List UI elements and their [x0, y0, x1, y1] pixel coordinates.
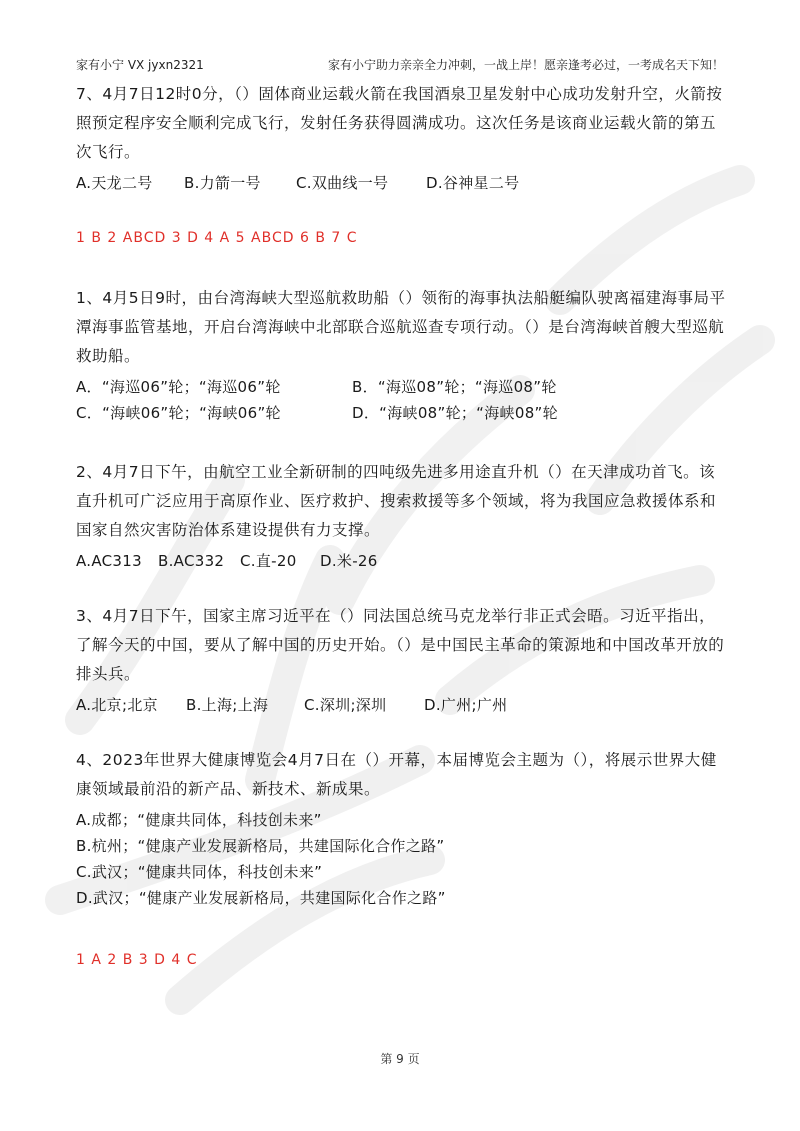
option: A．“海巡06”轮；“海巡06”轮: [76, 378, 281, 396]
question-block: [76, 602, 728, 718]
option: D．“海峡08”轮；“海峡08”轮: [352, 404, 558, 422]
option: A.北京;北京: [76, 696, 158, 714]
options-row: [76, 548, 728, 574]
option: C.深圳;深圳: [304, 696, 387, 714]
option: A.AC313: [76, 552, 142, 570]
answer-key: 1 A 2 B 3 D 4 C: [76, 952, 198, 968]
answer-key: 1 B 2 ABCD 3 D 4 A 5 ABCD 6 B 7 C: [76, 230, 358, 246]
options-row: [76, 692, 728, 718]
question-text: 3、4月7日下午，国家主席习近平在（）同法国总统马克龙举行非正式会晤。习近平指出，了解今天的中国，要从了解中国的历史开始。（）是中国民主革命的策源地和中国改革开放的排头兵。: [76, 607, 725, 683]
header-right: 家有小宁助力亲亲全力冲刺，一战上岸！愿亲逢考必过，一考成名天下知！: [327, 58, 724, 72]
question-block: [76, 284, 728, 426]
options-row: [76, 170, 728, 196]
option: D.米-26: [320, 552, 378, 570]
option: C．“海峡06”轮；“海峡06”轮: [76, 404, 281, 422]
option: B．“海巡08”轮；“海巡08”轮: [352, 378, 557, 396]
option: B.上海;上海: [186, 696, 269, 714]
option: B.AC332: [158, 552, 225, 570]
header-left: 家有小宁 VX jyxn2321: [76, 58, 204, 72]
option: D.谷神星二号: [426, 174, 520, 192]
question-block: [76, 80, 728, 196]
option-line: C.武汉；“健康共同体，科技创未来”: [76, 863, 323, 881]
page-number: 第 9 页: [380, 1052, 420, 1066]
question-block: [76, 746, 728, 911]
question-text: 7、4月7日12时0分，（）固体商业运载火箭在我国酒泉卫星发射中心成功发射升空，火箭按照预定程序安全顺利完成飞行，发射任务获得圆满成功。这次任务是该商业运载火箭的第五次飞行。: [76, 85, 723, 161]
option: B.力箭一号: [184, 174, 261, 192]
option-line: A.成都；“健康共同体，科技创未来”: [76, 811, 322, 829]
option: D.广州;广州: [424, 696, 508, 714]
question-text: 1、4月5日9时，由台湾海峡大型巡航救助船（）领衔的海事执法船艇编队驶离福建海事局平潭海事监管基地，开启台湾海峡中北部联合巡航巡查专项行动。（）是台湾海峡首艘大型巡航救助船。: [76, 289, 726, 365]
question-text: 4、2023年世界大健康博览会4月7日在（）开幕，本届博览会主题为（），将展示世界大健康领域最前沿的新产品、新技术、新成果。: [76, 751, 717, 798]
option: C.双曲线一号: [296, 174, 389, 192]
option-line: D.武汉；“健康产业发展新格局，共建国际化合作之路”: [76, 889, 446, 907]
question-block: [76, 458, 728, 574]
question-text: 2、4月7日下午，由航空工业全新研制的四吨级先进多用途直升机（）在天津成功首飞。该直升机可广泛应用于高原作业、医疗救护、搜索救援等多个领域，将为我国应急救援体系和国家自然灾害防治体系建设提供有力支撑。: [76, 463, 717, 539]
options-row: [76, 374, 728, 400]
options-row: [76, 400, 728, 426]
option: A.天龙二号: [76, 174, 153, 192]
option: C.直-20: [240, 552, 297, 570]
option-line: B.杭州；“健康产业发展新格局，共建国际化合作之路”: [76, 837, 445, 855]
